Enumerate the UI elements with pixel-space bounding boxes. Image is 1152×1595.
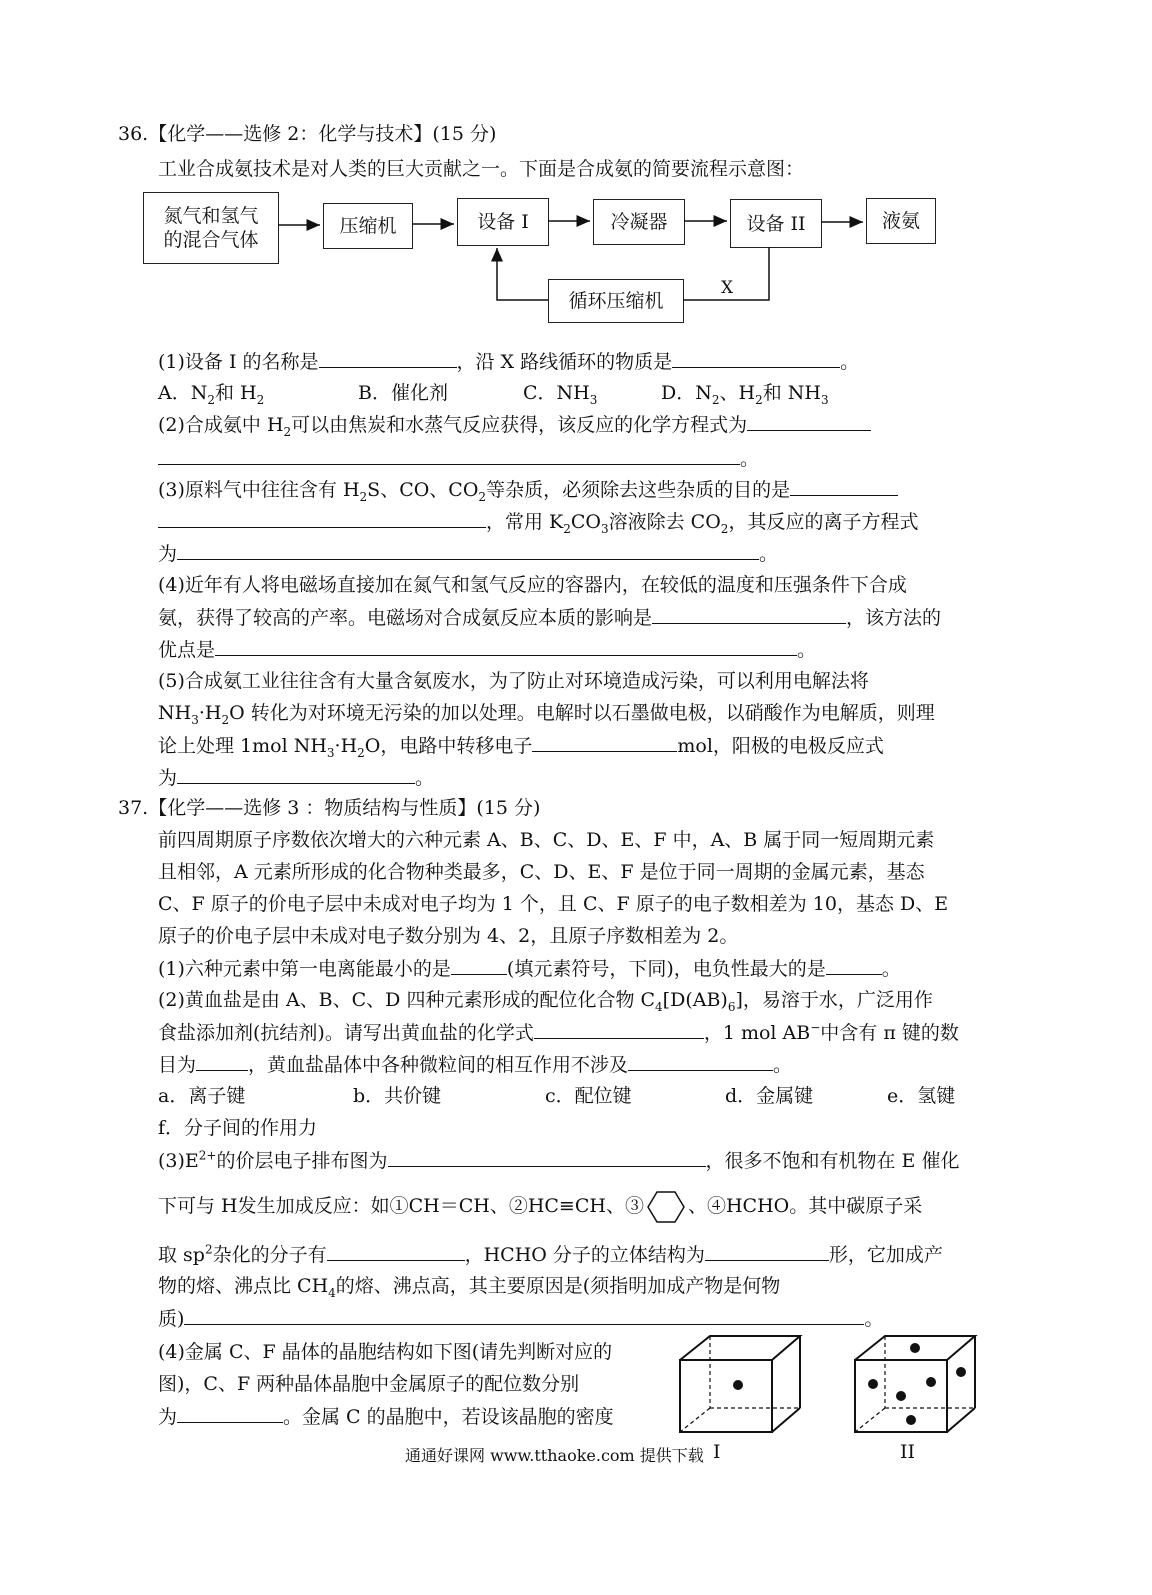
blank-36-5b[interactable]: [177, 761, 415, 784]
line-device2-to-recycle: [683, 247, 769, 300]
blank-36-3b[interactable]: [158, 505, 486, 528]
q36-header: 36.【化学——选修 2：化学与技术】(15 分): [118, 123, 497, 145]
blank-37-4a[interactable]: [177, 1400, 283, 1423]
q37-p4-line2: 图)，C、F 两种晶体晶胞中金属原子的配位数分别: [158, 1373, 580, 1395]
q36-p3-line2: ，常用 $K_2CO_3$溶液除去 $CO_2$，其反应的离子方程式: [158, 505, 918, 538]
q37-intro3: C、F 原子的价电子层中未成对电子均为 1 个，且 C、F 原子的电子数相差为 10，基态 D、E: [158, 893, 949, 915]
condenser-box: 冷凝器: [593, 199, 685, 245]
blank-37-1a[interactable]: [451, 952, 507, 975]
q36-options: [158, 377, 829, 409]
page-footer[interactable]: 通通好课网 www.tthaoke.com 提供下载: [405, 1446, 704, 1465]
q37-p3-line2: 下可与 H发生加成反应：如①CH＝CH、②HC≡CH、③ 、④HCHO。其中碳原子采: [158, 1190, 922, 1224]
face-atom-top: [910, 1343, 920, 1353]
blank-36-2a[interactable]: [747, 408, 871, 431]
q37-p3-line4: 物的熔、沸点比 $CH_4$的熔、沸点高，其主要原因是(须指明加成产物是何物: [158, 1275, 781, 1300]
q36-p5-line3: 论上处理 1mol $NH_3\cdot H_2O$，电路中转移电子 mol，阳极的电极反应式: [158, 729, 884, 762]
body-center-atom: [733, 1380, 743, 1390]
q36-p4-line1: (4)近年有人将电磁场直接加在氮气和氢气反应的容器内，在较低的温度和压强条件下合成: [158, 574, 907, 596]
blank-37-3a[interactable]: [388, 1144, 706, 1167]
blank-37-2a[interactable]: [534, 1016, 704, 1039]
q37-opt-c: c．配位键: [545, 1085, 632, 1107]
q37-p4-line3: 为 。金属 C 的晶胞中，若设该晶胞的密度: [158, 1400, 614, 1433]
q36-p4-line2: 氨，获得了较高的产率。电磁场对合成氨反应本质的影响是 ，该方法的: [158, 601, 941, 634]
x-route-label: X: [721, 278, 734, 298]
q37-p3-line5: 质) 。: [158, 1302, 883, 1335]
q37-p3-line1: $(3)E^{2+}$的价层电子排布图为 ，很多不饱和有机物在 E 催化: [158, 1144, 959, 1177]
liquid-ammonia-box: 液氨: [866, 198, 936, 244]
q36-opt-b: B．催化剂: [358, 382, 448, 404]
q36-intro: 工业合成氨技术是对人类的巨大贡献之一。下面是合成氨的简要流程示意图：: [158, 158, 805, 180]
blank-37-2c[interactable]: [628, 1048, 773, 1071]
recycle-compressor-box: 循环压缩机: [548, 279, 684, 323]
arrow-recycle-to-device1: [497, 248, 548, 300]
blank-36-3a[interactable]: [790, 473, 898, 496]
q36-p3-line3: 为 。: [158, 537, 778, 570]
q37-opt-d: d．金属键: [725, 1085, 814, 1107]
q36-opt-d: D．$N_2$、$H_2$和 $NH_3$: [661, 382, 829, 407]
q37-p4-line1: (4)金属 C、F 晶体的晶胞结构如下图(请先判断对应的: [158, 1341, 613, 1363]
q36-p4-line3: 优点是 。: [158, 633, 816, 666]
q36-p5-line1: (5)合成氨工业往往含有大量含氨废水，为了防止对环境造成污染，可以利用电解法将: [158, 670, 869, 692]
unit-cell-2: [845, 1330, 985, 1440]
q37-opt-a: a．离子键: [158, 1085, 246, 1107]
blank-36-4b[interactable]: [215, 633, 797, 656]
face-atom-back: [926, 1377, 936, 1387]
q37-opt-e: e．氢键: [887, 1085, 956, 1107]
blank-37-2b[interactable]: [196, 1048, 248, 1071]
q36-p2: (2)合成氨中 $H_2$可以由焦炭和水蒸气反应获得，该反应的化学方程式为: [158, 408, 871, 441]
device1-box: 设备 I: [457, 198, 549, 246]
q36-p2-cont: 。: [158, 442, 759, 475]
q37-p1: (1)六种元素中第一电离能最小的是 (填元素符号，下同)，电负性最大的是 。: [158, 952, 901, 985]
q37-opt-f: f．分子间的作用力: [158, 1117, 318, 1139]
device2-box: 设备 II: [730, 199, 822, 248]
blank-36-1a[interactable]: [319, 345, 457, 368]
flow-arrows: [0, 0, 1152, 340]
blank-36-3c[interactable]: [177, 537, 759, 560]
unit-cell-1-label: I: [713, 1441, 721, 1463]
blank-36-1b[interactable]: [672, 345, 840, 368]
blank-37-3b[interactable]: [327, 1238, 465, 1261]
face-atom-right: [956, 1367, 966, 1377]
blank-37-3d[interactable]: [184, 1302, 864, 1325]
face-atom-bottom: [906, 1415, 916, 1425]
blank-36-2b[interactable]: [158, 442, 740, 465]
unit-cell-2-label: II: [900, 1441, 916, 1463]
q37-p2-line3: 目为 ，黄血盐晶体中各种微粒间的相互作用不涉及 。: [158, 1048, 792, 1081]
q36-opt-c: C．$NH_3$: [523, 382, 598, 407]
gas-mix-box: 氮气和氢气 的混合气体: [143, 192, 279, 264]
q37-p3-line3: 取 $sp^2$杂化的分子有 ，HCHO 分子的立体结构为 形，它加成产: [158, 1238, 943, 1271]
blank-36-4a[interactable]: [652, 601, 846, 624]
q36-opt-a: A．$N_2$和 $H_2$: [158, 382, 265, 407]
q37-p2-line1: (2)黄血盐是由 A、B、C、D 四种元素形成的配位化合物 $C_4[D(AB)_6]$，易溶于水，广泛用作: [158, 989, 933, 1014]
q37-intro2: 且相邻，A 元素所形成的化合物种类最多，C、D、E、F 是位于同一周期的金属元素，基态: [158, 861, 925, 883]
unit-cell-1: [670, 1330, 820, 1440]
benzene-ring-icon: [646, 1190, 686, 1224]
q37-intro1: 前四周期原子序数依次增大的六种元素 A、B、C、D、E、F 中，A、B 属于同一短周期元素: [158, 829, 935, 851]
q37-header: 37.【化学——选修 3 ：物质结构与性质】(15 分): [118, 797, 541, 819]
q37-intro4: 原子的价电子层中未成对电子数分别为 4、2，且原子序数相差为 2。: [158, 925, 739, 947]
q36-p5-line4: 为 。: [158, 761, 434, 794]
q37-p2-line2: 食盐添加剂(抗结剂)。请写出黄血盐的化学式 ，1 mol AB−中含有 π 键的数: [158, 1016, 959, 1049]
face-atom-left: [868, 1379, 878, 1389]
q37-opt-b: b．共价键: [353, 1085, 442, 1107]
blank-36-5a[interactable]: [532, 729, 677, 752]
q36-p3: (3)原料气中往往含有 $H_2S$、CO、$CO_2$等杂质，必须除去这些杂质的目的是: [158, 473, 898, 506]
compressor-box: 压缩机: [323, 203, 413, 249]
face-atom-front: [896, 1391, 906, 1401]
blank-37-3c[interactable]: [705, 1238, 829, 1261]
blank-37-1b[interactable]: [826, 952, 882, 975]
q36-p1: (1)设备 I 的名称是 ，沿 X 路线循环的物质是 。: [158, 345, 859, 378]
q36-p5-line2: $NH_3\cdot H_2O$ 转化为对环境无污染的加以处理。电解时以石墨做电极，以硝酸作为电解质，则理: [158, 702, 935, 727]
q37-options-row1: [158, 1080, 955, 1112]
